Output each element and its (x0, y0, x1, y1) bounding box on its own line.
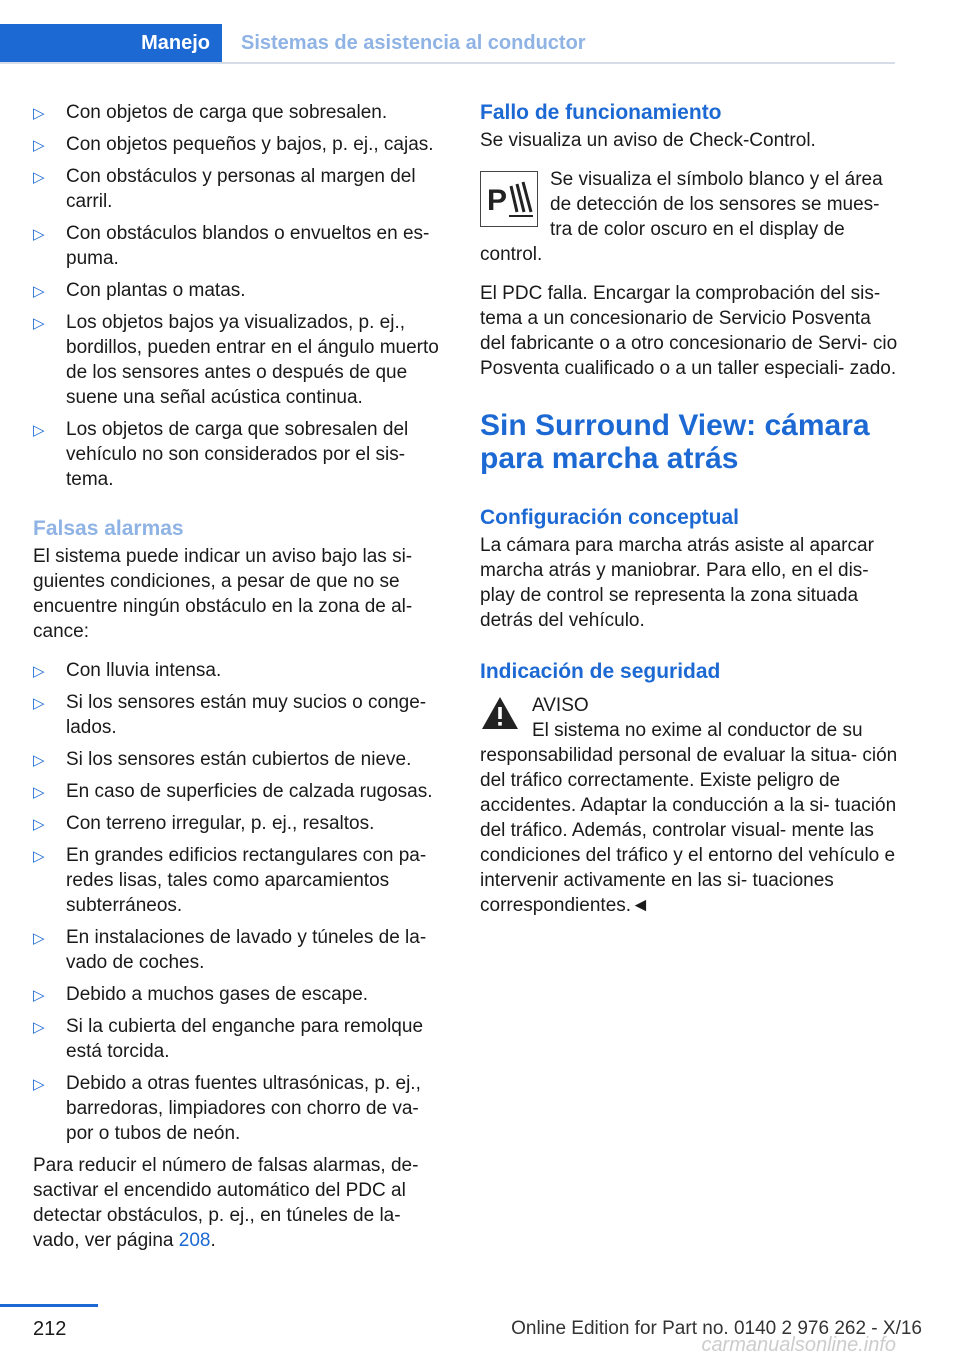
concept-text: La cámara para marcha atrás asiste al aparcar marcha atrás y maniobrar. Para ello, en el dis‐ play de control se representa la zona situada detrás del vehículo. (480, 535, 874, 631)
pdc-sensor-icon (480, 171, 538, 227)
list-item-text: Si los sensores están cubiertos de nieve. (66, 749, 412, 770)
list-item (33, 164, 447, 214)
list-item-text: Los objetos bajos ya visualizados, p. ej., bordillos, pueden entrar en el ángulo muerto de los sensores antes o después de que suene una señal acústica continua. (66, 312, 439, 408)
triangle-bullet-icon: ▷ (33, 105, 45, 122)
list-item-text: Con objetos de carga que sobresalen. (66, 102, 388, 123)
list-item (33, 310, 447, 410)
right-column (480, 100, 898, 932)
list-item (33, 1014, 447, 1064)
page-number: 212 (33, 1318, 67, 1340)
triangle-bullet-icon: ▷ (33, 1076, 45, 1093)
triangle-bullet-icon: ▷ (33, 695, 45, 712)
limitations-list (33, 100, 447, 492)
safety-heading: Indicación de seguridad (480, 660, 721, 683)
list-item-text: Con plantas o matas. (66, 280, 246, 301)
warning-label: AVISO (532, 695, 589, 716)
list-item (33, 132, 447, 157)
malfunction-heading: Fallo de funcionamiento (480, 101, 722, 124)
triangle-bullet-icon: ▷ (33, 930, 45, 947)
list-item (33, 658, 447, 683)
section-tab: Manejo (0, 24, 222, 62)
triangle-bullet-icon: ▷ (33, 784, 45, 801)
icon-description: Se visualiza el símbolo blanco y el área de detección de los sensores se mues‐ tra de color oscuro en el display de control. (480, 169, 883, 265)
closing-text: Para reducir el número de falsas alarmas, de‐ sactivar el encendido automático del PDC al detectar obstáculos, p. ej., en túneles de la‐ vado, ver página (33, 1155, 419, 1251)
list-item-text: Debido a otras fuentes ultrasónicas, p. ej., barredoras, limpiadores con chorro de va‐ por o tubos de neón. (66, 1073, 421, 1144)
left-column (33, 100, 447, 1267)
false-alarms-intro: El sistema puede indicar un aviso bajo las si‐ guientes condiciones, a pesar de que no se encuentre ningún obstáculo en la zona de al‐ cance: (33, 546, 413, 642)
svg-text:P: P (487, 184, 508, 217)
list-item-text: Con objetos pequeños y bajos, p. ej., cajas. (66, 134, 434, 155)
edition-footer: Online Edition for Part no. 0140 2 976 262 - X/16 (511, 1318, 922, 1339)
list-item-text: Con terreno irregular, p. ej., resaltos. (66, 813, 375, 834)
list-item-text: En instalaciones de lavado y túneles de la‐ vado de coches. (66, 927, 427, 973)
list-item (33, 747, 447, 772)
warning-text: El sistema no exime al conductor de su responsabilidad personal de evaluar la situa‐ ción del tráfico correctamente. Existe peligro de accidentes. Adaptar la conducción a la si‐ tuación del tráfico. Además, controlar visual‐ mente las condiciones del tráfico y el entorno del vehículo e intervenir activamente en las si‐ tuaciones correspondientes.◄ (480, 720, 898, 916)
list-item (33, 1071, 447, 1146)
watermark: carmanualsonline.info (701, 1334, 896, 1356)
list-item-text: En grandes edificios rectangulares con pa‐ redes lisas, tales como aparcamientos subterráneos. (66, 845, 427, 916)
triangle-bullet-icon: ▷ (33, 137, 45, 154)
false-alarms-list (33, 658, 447, 1146)
list-item (33, 690, 447, 740)
list-item (33, 779, 447, 804)
triangle-bullet-icon: ▷ (33, 1019, 45, 1036)
list-item-text: Con lluvia intensa. (66, 660, 222, 681)
page-header (0, 24, 895, 64)
list-item (33, 221, 447, 271)
triangle-bullet-icon: ▷ (33, 816, 45, 833)
concept-heading: Configuración conceptual (480, 506, 740, 529)
list-item (33, 843, 447, 918)
pdc-icon-block (480, 167, 898, 281)
triangle-bullet-icon: ▷ (33, 752, 45, 769)
list-item-text: Si los sensores están muy sucios o conge‐ lados. (66, 692, 427, 738)
warning-triangle-icon (480, 695, 520, 731)
pdc-fault-text: El PDC falla. Encargar la comprobación del sis‐ tema a un concesionario de Servicio Posventa del fabricante o a otro concesionario de Servi‐ cio Posventa cualificado o a un taller especiali‐ zado. (480, 283, 898, 379)
triangle-bullet-icon: ▷ (33, 848, 45, 865)
warning-block (480, 693, 898, 932)
list-item (33, 278, 447, 303)
list-item (33, 811, 447, 836)
rear-camera-heading: Sin Surround View: cámara para marcha atrás (480, 409, 870, 475)
list-item-text: Debido a muchos gases de escape. (66, 984, 369, 1005)
triangle-bullet-icon: ▷ (33, 283, 45, 300)
closing-paragraph (33, 1153, 447, 1253)
triangle-bullet-icon: ▷ (33, 663, 45, 680)
chapter-title: Sistemas de asistencia al conductor (241, 32, 586, 54)
list-item (33, 417, 447, 492)
list-item (33, 982, 447, 1007)
list-item-text: Con obstáculos y personas al margen del carril. (66, 166, 416, 212)
triangle-bullet-icon: ▷ (33, 169, 45, 186)
list-item (33, 925, 447, 975)
triangle-bullet-icon: ▷ (33, 987, 45, 1004)
triangle-bullet-icon: ▷ (33, 226, 45, 243)
closing-end: . (210, 1230, 216, 1251)
malfunction-text: Se visualiza un aviso de Check-Control. (480, 130, 816, 151)
list-item-text: En caso de superficies de calzada rugosas. (66, 781, 433, 802)
false-alarms-heading: Falsas alarmas (33, 517, 184, 540)
list-item-text: Con obstáculos blandos o envueltos en es‐ puma. (66, 223, 430, 269)
page-number-rule (0, 1304, 98, 1307)
list-item-text: Los objetos de carga que sobresalen del vehículo no son considerados por el sis‐ tema. (66, 419, 409, 490)
triangle-bullet-icon: ▷ (33, 422, 45, 439)
page-208-link[interactable]: 208 (178, 1230, 211, 1251)
triangle-bullet-icon: ▷ (33, 315, 45, 332)
list-item (33, 100, 447, 125)
list-item-text: Si la cubierta del enganche para remolque está torcida. (66, 1016, 424, 1062)
